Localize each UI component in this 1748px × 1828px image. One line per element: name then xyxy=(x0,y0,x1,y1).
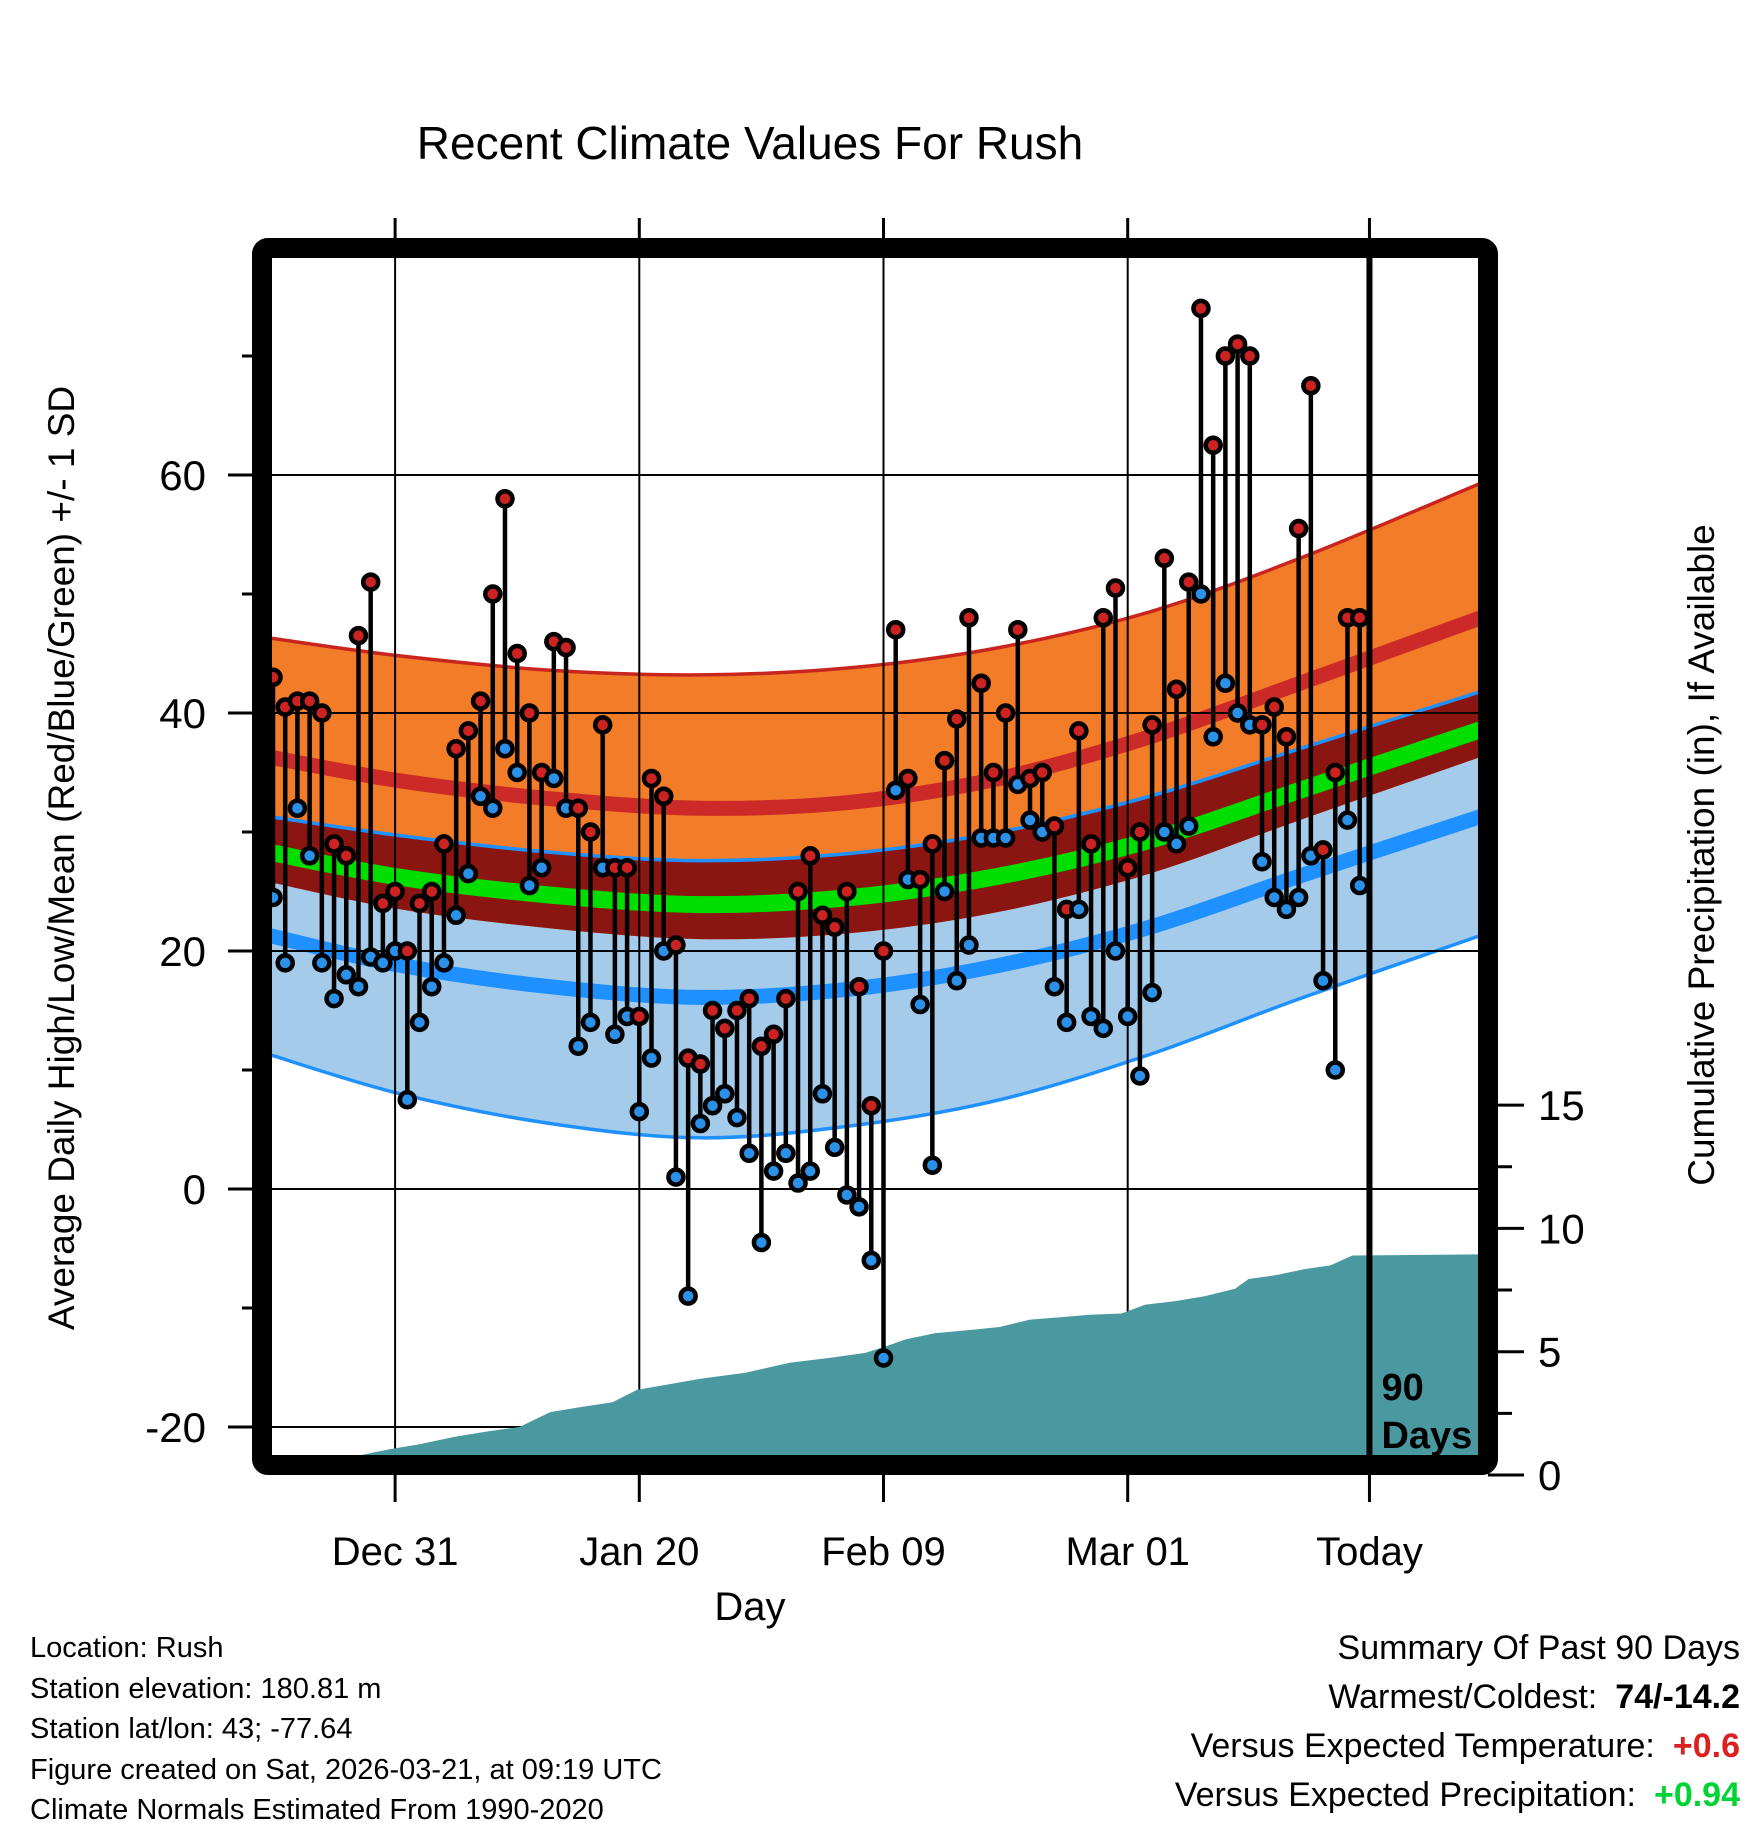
daily-high-dot xyxy=(620,860,635,875)
x-axis-title: Day xyxy=(714,1585,786,1629)
daily-high-dot xyxy=(1169,682,1184,697)
daily-high-dot xyxy=(1193,301,1208,316)
daily-high-dot xyxy=(314,706,329,721)
daily-high-dot xyxy=(571,801,586,816)
daily-high-dot xyxy=(632,1009,647,1024)
x-tick-label: Dec 31 xyxy=(331,1530,459,1574)
daily-high-dot xyxy=(1279,729,1294,744)
daily-high-dot xyxy=(510,646,525,661)
summary-block xyxy=(1175,1624,1740,1820)
daily-low-dot xyxy=(803,1164,818,1179)
daily-high-dot xyxy=(461,723,476,738)
x-tick-label: Jan 20 xyxy=(579,1530,700,1574)
daily-high-dot xyxy=(827,920,842,935)
right-axis-title: Cumulative Precipitation (in), If Available xyxy=(1681,524,1722,1186)
daily-high-dot xyxy=(1267,700,1282,715)
daily-high-dot xyxy=(717,1021,732,1036)
daily-high-dot xyxy=(705,1003,720,1018)
daily-high-dot xyxy=(803,848,818,863)
daily-low-dot xyxy=(412,1015,427,1030)
daily-low-dot xyxy=(1059,1015,1074,1030)
daily-high-dot xyxy=(876,944,891,959)
daily-high-dot xyxy=(436,836,451,851)
daily-high-dot xyxy=(1206,438,1221,453)
daily-low-dot xyxy=(1132,1068,1147,1083)
daily-low-dot xyxy=(961,938,976,953)
daily-low-dot xyxy=(424,979,439,994)
daily-low-dot xyxy=(497,741,512,756)
daily-high-dot xyxy=(913,872,928,887)
daily-high-dot xyxy=(424,884,439,899)
summary-row-vs-precipitation xyxy=(1175,1771,1740,1820)
daily-low-dot xyxy=(949,973,964,988)
chart-title: Recent Climate Values For Rush xyxy=(416,117,1084,169)
daily-high-dot xyxy=(852,979,867,994)
daily-low-dot xyxy=(571,1039,586,1054)
daily-low-dot xyxy=(717,1086,732,1101)
station-location: Location: Rush xyxy=(30,1632,224,1664)
daily-low-dot xyxy=(522,878,537,893)
daily-low-dot xyxy=(1255,854,1270,869)
daily-low-dot xyxy=(766,1164,781,1179)
daily-high-dot xyxy=(583,825,598,840)
x-tick-label: Today xyxy=(1316,1530,1423,1574)
daily-low-dot xyxy=(1108,944,1123,959)
daily-low-dot xyxy=(1120,1009,1135,1024)
daily-high-dot xyxy=(998,706,1013,721)
daily-low-dot xyxy=(485,801,500,816)
daily-high-dot xyxy=(1303,378,1318,393)
y-left-tick-label: 20 xyxy=(159,928,206,975)
daily-high-dot xyxy=(388,884,403,899)
daily-low-dot xyxy=(864,1253,879,1268)
daily-low-dot xyxy=(1193,587,1208,602)
daily-high-dot xyxy=(1352,610,1367,625)
daily-high-dot xyxy=(595,717,610,732)
daily-low-dot xyxy=(1291,890,1306,905)
daily-low-dot xyxy=(913,997,928,1012)
daily-low-dot xyxy=(998,830,1013,845)
daily-high-dot xyxy=(1316,842,1331,857)
daily-low-dot xyxy=(937,884,952,899)
daily-high-dot xyxy=(1084,836,1099,851)
daily-high-dot xyxy=(1328,765,1343,780)
daily-low-dot xyxy=(1352,878,1367,893)
daily-low-dot xyxy=(852,1199,867,1214)
daily-low-dot xyxy=(1169,836,1184,851)
left-axis-title: Average Daily High/Low/Mean (Red/Blue/Green) +/- 1 SD xyxy=(41,385,82,1331)
daily-high-dot xyxy=(986,765,1001,780)
daily-low-dot xyxy=(461,866,476,881)
daily-high-dot xyxy=(1120,860,1135,875)
daily-low-dot xyxy=(1340,813,1355,828)
daily-low-dot xyxy=(925,1158,940,1173)
daily-high-dot xyxy=(363,575,378,590)
daily-high-dot xyxy=(1047,819,1062,834)
summary-label: Versus Expected Temperature: xyxy=(1190,1727,1655,1765)
daily-low-dot xyxy=(449,908,464,923)
daily-low-dot xyxy=(729,1110,744,1125)
daily-high-dot xyxy=(974,676,989,691)
daily-high-dot xyxy=(668,938,683,953)
summary-value: 74/-14.2 xyxy=(1615,1678,1740,1716)
y-right-tick-label: 15 xyxy=(1538,1082,1585,1130)
daily-low-dot xyxy=(1328,1063,1343,1078)
daily-high-dot xyxy=(1291,521,1306,536)
y-left-tick-label: 60 xyxy=(159,452,206,499)
daily-low-dot xyxy=(693,1116,708,1131)
daily-low-dot xyxy=(1181,819,1196,834)
daily-high-dot xyxy=(1157,551,1172,566)
daily-high-dot xyxy=(559,640,574,655)
station-elevation: Station elevation: 180.81 m xyxy=(30,1672,382,1705)
summary-label: Versus Expected Precipitation: xyxy=(1174,1776,1636,1814)
daily-low-dot xyxy=(742,1146,757,1161)
y-right-tick-label: 0 xyxy=(1538,1452,1562,1499)
daily-low-dot xyxy=(827,1140,842,1155)
daily-low-dot xyxy=(302,848,317,863)
summary-row-vs-temperature xyxy=(1175,1722,1740,1771)
station-latlon: Station lat/lon: 43; -77.64 xyxy=(30,1713,353,1745)
daily-high-dot xyxy=(351,628,366,643)
daily-low-dot xyxy=(632,1104,647,1119)
daily-high-dot xyxy=(778,991,793,1006)
daily-high-dot xyxy=(339,848,354,863)
daily-high-dot xyxy=(1035,765,1050,780)
daily-low-dot xyxy=(668,1170,683,1185)
summary-value: +0.6 xyxy=(1672,1727,1740,1765)
daily-low-dot xyxy=(290,801,305,816)
daily-high-dot xyxy=(1145,717,1160,732)
daily-high-dot xyxy=(1071,723,1086,738)
daily-high-dot xyxy=(791,884,806,899)
y-right-tick-label: 10 xyxy=(1538,1205,1585,1253)
daily-low-dot xyxy=(876,1350,891,1365)
y-right-tick-label: 5 xyxy=(1538,1328,1562,1376)
figure-created: Figure created on Sat, 2026-03-21, at 09:19 UTC xyxy=(30,1753,662,1786)
daily-high-dot xyxy=(1132,825,1147,840)
daily-low-dot xyxy=(1071,902,1086,917)
daily-high-dot xyxy=(644,771,659,786)
daily-low-dot xyxy=(815,1086,830,1101)
daily-high-dot xyxy=(900,771,915,786)
daily-low-dot xyxy=(314,955,329,970)
daily-low-dot xyxy=(754,1235,769,1250)
daily-high-dot xyxy=(937,753,952,768)
daily-low-dot xyxy=(436,955,451,970)
daily-low-dot xyxy=(351,979,366,994)
daily-high-dot xyxy=(693,1057,708,1072)
daily-high-dot xyxy=(949,711,964,726)
daily-high-dot xyxy=(864,1098,879,1113)
daily-low-dot xyxy=(1218,676,1233,691)
cumulative-precip-area xyxy=(295,1254,1498,1475)
daily-low-dot xyxy=(327,991,342,1006)
daily-low-dot xyxy=(607,1027,622,1042)
daily-low-dot xyxy=(1096,1021,1111,1036)
daily-high-dot xyxy=(1242,349,1257,364)
daily-high-dot xyxy=(485,587,500,602)
plot-area xyxy=(266,258,1499,1475)
daily-high-dot xyxy=(1096,610,1111,625)
daily-high-dot xyxy=(656,789,671,804)
x-tick-label: Mar 01 xyxy=(1065,1530,1190,1574)
daily-low-dot xyxy=(1145,985,1160,1000)
daily-high-dot xyxy=(400,944,415,959)
daily-high-dot xyxy=(1255,717,1270,732)
daily-low-dot xyxy=(644,1051,659,1066)
daily-high-dot xyxy=(766,1027,781,1042)
daily-low-dot xyxy=(681,1289,696,1304)
y-left-tick-label: -20 xyxy=(145,1404,206,1451)
ninety-days-label: 90 xyxy=(1381,1367,1424,1409)
daily-low-dot xyxy=(1206,729,1221,744)
daily-low-dot xyxy=(534,860,549,875)
summary-row-warmest-coldest xyxy=(1175,1673,1740,1722)
summary-header: Summary Of Past 90 Days xyxy=(1337,1629,1740,1667)
daily-high-dot xyxy=(742,991,757,1006)
daily-high-dot xyxy=(473,694,488,709)
station-info-block xyxy=(30,1628,662,1828)
y-left-tick-label: 0 xyxy=(182,1166,206,1213)
daily-high-dot xyxy=(1108,581,1123,596)
daily-low-dot xyxy=(278,955,293,970)
y-left-tick-label: 40 xyxy=(159,690,206,737)
daily-high-dot xyxy=(497,491,512,506)
daily-low-dot xyxy=(778,1146,793,1161)
daily-low-dot xyxy=(400,1092,415,1107)
daily-high-dot xyxy=(925,836,940,851)
ninety-days-label: Days xyxy=(1381,1415,1473,1457)
climate-normals-note: Climate Normals Estimated From 1990-2020 xyxy=(30,1794,604,1826)
daily-high-dot xyxy=(449,741,464,756)
daily-low-dot xyxy=(1047,979,1062,994)
daily-high-dot xyxy=(1010,622,1025,637)
daily-high-dot xyxy=(839,884,854,899)
daily-high-dot xyxy=(522,706,537,721)
daily-high-dot xyxy=(888,622,903,637)
daily-low-dot xyxy=(1316,973,1331,988)
daily-low-dot xyxy=(510,765,525,780)
daily-low-dot xyxy=(546,771,561,786)
daily-high-dot xyxy=(961,610,976,625)
x-tick-label: Feb 09 xyxy=(821,1530,946,1574)
summary-label: Warmest/Coldest: xyxy=(1328,1678,1598,1716)
summary-value: +0.94 xyxy=(1653,1776,1740,1814)
daily-low-dot xyxy=(583,1015,598,1030)
